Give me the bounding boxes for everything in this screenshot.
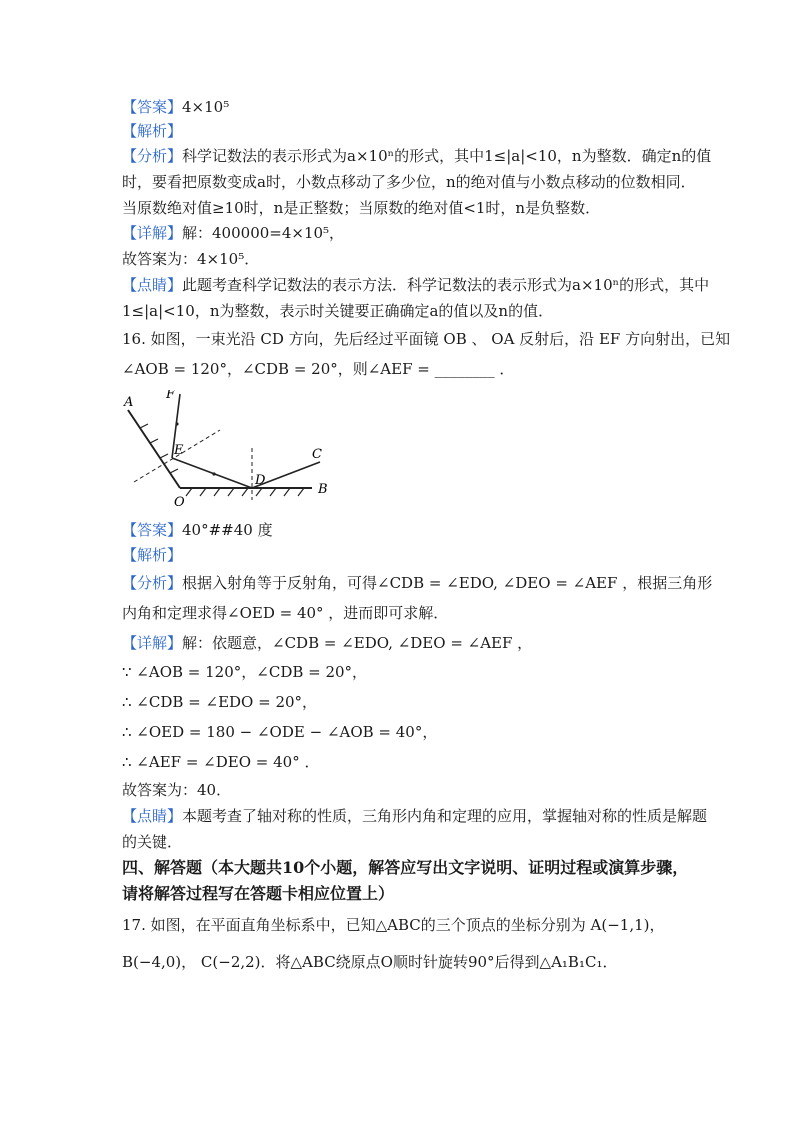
xiangjie-16-line1: 【详解】解：依题意，∠CDB = ∠EDO, ∠DEO = ∠AEF ， [122,634,533,652]
section-4-heading-line1: 四、解答题（本大题共10个小题，解答应写出文字说明、证明过程或演算步骤， [122,858,689,877]
xiangjie-16-line5: ∴ ∠AEF = ∠DEO = 40° ． [122,753,320,771]
fenxi-15-line3: 当原数绝对值≥10时，n是正整数；当原数的绝对值<1时，n是负整数． [122,199,601,217]
xiangjie-15-line2: 故答案为：4×10⁵． [122,250,260,268]
ray-de [172,458,252,488]
analysis-heading-15: 【解析】 [122,122,183,140]
ray-ef-arrow [175,422,178,425]
label-f: F [166,390,176,402]
dianjing-15-line1: 【点睛】此题考查科学记数法的表示方法．科学记数法的表示形式为a×10ⁿ的形式，其中 [122,276,710,294]
answer-15: 【答案】4×10⁵ [122,98,230,116]
mirror-reflection-figure [122,390,332,515]
dianjing-16-line1: 【点睛】本题考查了轴对称的性质，三角形内角和定理的应用，掌握轴对称的性质是解题 [122,807,708,825]
analysis-heading-16: 【解析】 [122,546,183,564]
fenxi-15-line1: 【分析】科学记数法的表示形式为a×10ⁿ的形式，其中1≤|a|<10，n为整数．确定n的值 [122,147,712,165]
question-16-line2: ∠AOB = 120°，∠CDB = 20°，则∠AEF = ________ ． [122,360,515,378]
dianjing-15-line2: 1≤|a|<10，n为整数，表示时关键要正确确定a的值以及n的值． [122,302,554,320]
label-o: O [174,495,185,510]
mirror-ob-hatch [186,488,304,496]
xiangjie-15-line1: 【详解】解：400000=4×10⁵， [122,224,345,242]
label-c: C [312,447,322,462]
fenxi-15-line2: 时，要看把原数变成a时，小数点移动了多少位，n的绝对值与小数点移动的位数相同． [122,173,696,191]
answer-16: 【答案】40°##40 度 [122,521,273,539]
xiangjie-16-line4: ∴ ∠OED = 180 − ∠ODE − ∠AOB = 40°， [122,723,438,741]
mirror-oa [128,410,180,488]
label-b: B [318,482,328,497]
fenxi-16-line2: 内角和定理求得∠OED = 40° ，进而即可求解． [122,604,449,622]
section-4-heading-line2: 请将解答过程写在答题卡相应位置上） [122,884,395,903]
question-16-line1: 16. 如图，一束光沿 CD 方向，先后经过平面镜 OB 、 OA 反射后，沿 EF 方向射出，已知 [122,330,731,348]
xiangjie-16-line6: 故答案为：40． [122,781,232,799]
ray-de-arrow [212,472,215,475]
dianjing-16-line2: 的关键． [122,833,183,851]
label-a: A [124,395,134,410]
question-17-line2: B(−4,0)， C(−2,2)．将△ABC绕原点O顺时针旋转90°后得到△A₁B₁C₁． [122,953,618,971]
reflection-diagram-svg [122,390,332,515]
label-d: D [255,473,266,488]
mirror-oa-hatch [140,424,178,473]
label-e: E [174,443,184,458]
question-17-line1: 17. 如图，在平面直角坐标系中，已知△ABC的三个顶点的坐标分别为 A(−1,1)， [122,916,665,934]
xiangjie-16-line3: ∴ ∠CDB = ∠EDO = 20°， [122,693,318,711]
fenxi-16-line1: 【分析】根据入射角等于反射角，可得∠CDB = ∠EDO, ∠DEO = ∠AEF ，根据三角形 [122,574,713,592]
xiangjie-16-line2: ∵ ∠AOB = 120°，∠CDB = 20°， [122,663,368,681]
